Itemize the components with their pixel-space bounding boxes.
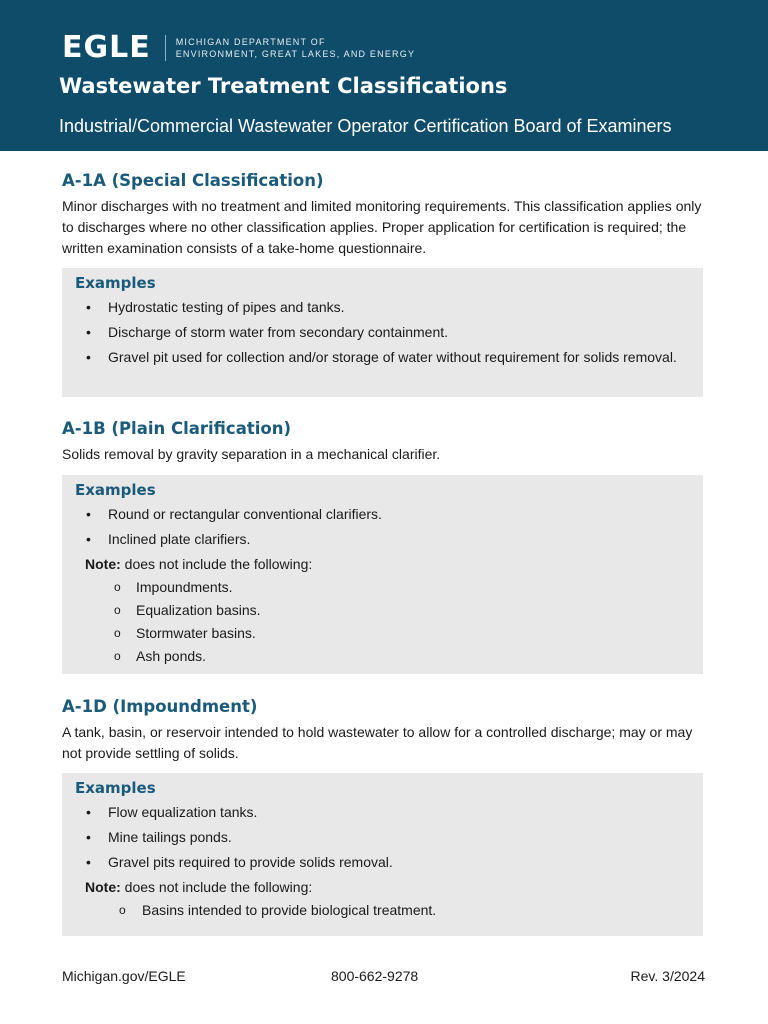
logo-divider (165, 35, 166, 61)
section-heading: A-1A (Special Classification) (62, 171, 324, 190)
examples-heading: Examples (75, 274, 156, 292)
examples-heading: Examples (75, 779, 156, 797)
page-subtitle: Industrial/Commercial Wastewater Operator Certification Board of Examiners (59, 116, 672, 136)
exclusions-list (75, 900, 689, 921)
note-label: Note: (85, 556, 121, 572)
page-footer (62, 968, 705, 988)
department-name (176, 36, 415, 60)
egle-logo: EGLE (62, 30, 151, 65)
list-item: o Ash ponds. (75, 646, 689, 667)
list-item: • Round or rectangular conventional clarifiers. (75, 504, 689, 525)
list-item: • Discharge of storm water from secondary containment. (75, 322, 689, 343)
examples-list (75, 504, 689, 550)
section-a1a (62, 170, 704, 259)
list-item: o Impoundments. (75, 577, 689, 598)
list-item: • Mine tailings ponds. (75, 827, 689, 848)
footer-website: Michigan.gov/EGLE (62, 968, 186, 984)
note-text: does not include the following: (120, 879, 313, 895)
note-text: does not include the following: (120, 556, 313, 572)
examples-box-a1a (62, 268, 703, 397)
list-item: o Equalization basins. (75, 600, 689, 621)
note-label: Note: (85, 879, 121, 895)
footer-revision: Rev. 3/2024 (630, 968, 705, 984)
section-description: A tank, basin, or reservoir intended to hold wastewater to allow for a controlled discharge; may or may not provide settling of solids. (62, 724, 693, 761)
examples-heading: Examples (75, 481, 156, 499)
page-header (0, 0, 768, 151)
list-item: o Stormwater basins. (75, 623, 689, 644)
section-heading: A-1B (Plain Clarification) (62, 419, 291, 438)
footer-phone: 800-662-9278 (331, 968, 419, 984)
examples-box-a1d (62, 773, 703, 936)
note (85, 877, 689, 898)
page-title: Wastewater Treatment Classifications (59, 74, 508, 98)
section-a1b (62, 418, 704, 465)
exclusions-list (75, 577, 689, 667)
list-item: • Hydrostatic testing of pipes and tanks. (75, 297, 689, 318)
section-description: Solids removal by gravity separation in a mechanical clarifier. (62, 446, 441, 462)
list-item: • Flow equalization tanks. (75, 802, 689, 823)
examples-list (75, 297, 689, 368)
list-item: o Basins intended to provide biological treatment. (75, 900, 689, 921)
logo-row (62, 30, 416, 65)
department-line-2: ENVIRONMENT, GREAT LAKES, AND ENERGY (175, 49, 416, 59)
section-description: Minor discharges with no treatment and limited monitoring requirements. This classification applies only to discharges where no other classification applies. Proper application for certification is required; the written examination consists of a take-home questionnaire. (62, 198, 702, 256)
examples-box-a1b (62, 475, 703, 674)
list-item: • Gravel pits required to provide solids removal. (75, 852, 689, 873)
list-item: • Gravel pit used for collection and/or storage of water without requirement for solids removal. (75, 347, 689, 368)
department-line-1: MICHIGAN DEPARTMENT OF (175, 37, 326, 47)
examples-list (75, 802, 689, 873)
section-a1d (62, 696, 704, 764)
note (85, 554, 689, 575)
list-item: • Inclined plate clarifiers. (75, 529, 689, 550)
section-heading: A-1D (Impoundment) (62, 697, 258, 716)
